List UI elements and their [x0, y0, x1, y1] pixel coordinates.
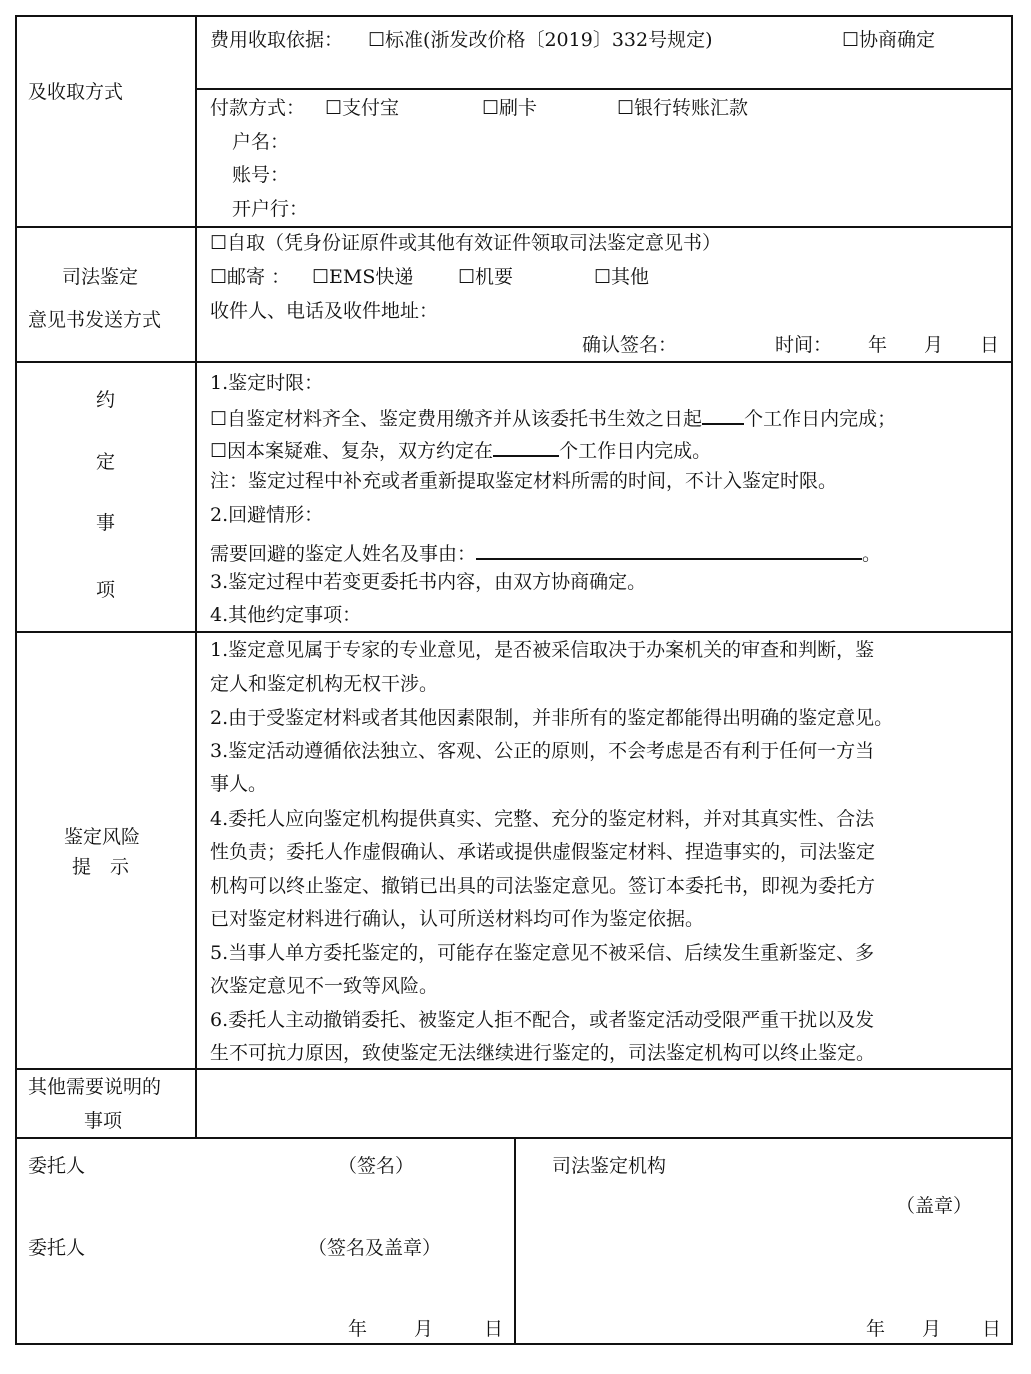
risk-line: 3.鉴定活动遵循依法独立、客观、公正的原则，不会考虑是否有利于任何一方当	[210, 740, 875, 762]
agreement-item-1: 1.鉴定时限：	[210, 372, 324, 394]
deadline-note: 注：鉴定过程中补充或者重新提取鉴定材料所需的时间，不计入鉴定时限。	[210, 470, 838, 492]
pay-card-checkbox[interactable]	[482, 99, 537, 118]
avoidance-blank[interactable]	[476, 540, 862, 560]
risk-line: 机构可以终止鉴定、撤销已出具的司法鉴定意见。签订本委托书，即视为委托方	[210, 875, 876, 897]
client-sign-hint[interactable]: （签名）	[338, 1155, 415, 1177]
deadline-days-blank-1[interactable]	[702, 405, 744, 425]
pay-bank-label: 银行转账汇款	[634, 97, 749, 119]
checkbox-icon	[594, 266, 611, 288]
deadline-option-2-suffix: 个工作日内完成。	[559, 440, 712, 462]
deadline-option-1-suffix: 个工作日内完成；	[744, 408, 897, 430]
agreement-item-3: 3.鉴定过程中若变更委托书内容，由双方协商确定。	[210, 571, 647, 593]
risk-row-bottom	[15, 1068, 1013, 1070]
other-delivery-checkbox[interactable]	[594, 268, 649, 287]
bank-name-field[interactable]: 开户行：	[232, 198, 309, 220]
checkbox-icon	[210, 440, 227, 462]
risk-line: 性负责；委托人作虚假确认、承诺或提供虚假鉴定材料、捏造事实的，司法鉴定	[210, 841, 876, 863]
delivery-year: 年	[868, 334, 888, 356]
ems-checkbox[interactable]	[312, 268, 413, 287]
deadline-days-blank-2[interactable]	[493, 437, 559, 457]
risk-line: 定人和鉴定机构无权干涉。	[210, 673, 439, 695]
institution-month: 月	[922, 1318, 942, 1340]
client-sign-seal-hint[interactable]: （签名及盖章）	[308, 1237, 442, 1259]
checkbox-icon	[210, 232, 227, 254]
deadline-option-2-text: 因本案疑难、复杂，双方约定在	[227, 440, 494, 462]
risk-line: 事人。	[210, 773, 268, 795]
fee-basis-standard-checkbox[interactable]	[368, 31, 713, 50]
delivery-month: 月	[924, 334, 944, 356]
checkbox-icon	[312, 266, 329, 288]
risk-label-line2: 提 示	[72, 856, 130, 878]
other-label-line2: 事项	[84, 1110, 123, 1132]
fee-basis-negotiated-checkbox[interactable]	[842, 31, 935, 50]
client-sign-year: 年	[348, 1318, 368, 1340]
pay-alipay-label: 支付宝	[342, 97, 400, 119]
institution-seal-hint[interactable]: （盖章）	[896, 1195, 973, 1217]
confidential-label: 机要	[475, 266, 514, 288]
mail-checkbox[interactable]	[210, 268, 290, 287]
deadline-option-1[interactable]	[210, 405, 896, 429]
institution-year: 年	[866, 1318, 886, 1340]
risk-line: 2.由于受鉴定材料或者其他因素限制，并非所有的鉴定都能得出明确的鉴定意见。	[210, 707, 894, 729]
self-pickup-checkbox[interactable]	[210, 234, 721, 253]
institution-day: 日	[982, 1318, 1002, 1340]
account-name-field[interactable]: 户名：	[232, 131, 290, 153]
fee-basis-negotiated-label: 协商确定	[859, 29, 936, 51]
fee-row-bottom	[15, 226, 1013, 228]
confidential-checkbox[interactable]	[458, 268, 513, 287]
checkbox-icon	[617, 97, 634, 119]
fee-basis-standard-label: 标准(浙发改价格〔2019〕332号规定)	[385, 29, 713, 51]
checkbox-icon	[458, 266, 475, 288]
risk-line: 5.当事人单方委托鉴定的，可能存在鉴定意见不被采信、后续发生重新鉴定、多	[210, 942, 875, 964]
account-number-field[interactable]: 账号：	[232, 164, 290, 186]
delivery-label-line1: 司法鉴定	[62, 266, 139, 288]
delivery-day: 日	[980, 334, 1000, 356]
delivery-row-bottom	[15, 361, 1013, 363]
checkbox-icon	[368, 29, 385, 51]
checkbox-icon	[210, 408, 227, 430]
checkbox-icon	[325, 97, 342, 119]
client-label-1: 委托人	[28, 1155, 86, 1177]
self-pickup-label: 自取（凭身份证原件或其他有效证件领取司法鉴定意见书）	[227, 232, 722, 254]
pay-bank-checkbox[interactable]	[617, 99, 748, 118]
other-delivery-label: 其他	[611, 266, 650, 288]
client-label-2: 委托人	[28, 1237, 86, 1259]
fee-inner-divider	[195, 88, 1013, 90]
client-sign-month: 月	[414, 1318, 434, 1340]
pay-card-label: 刷卡	[499, 97, 538, 119]
risk-line: 1.鉴定意见属于专家的专业意见，是否被采信取决于办案机关的审查和判断，鉴	[210, 639, 875, 661]
fee-basis-label: 费用收取依据：	[210, 29, 344, 51]
signature-divider	[514, 1137, 516, 1345]
other-matters-field[interactable]	[199, 1072, 1009, 1135]
deadline-option-1-text: 自鉴定材料齐全、鉴定费用缴齐并从该委托书生效之日起	[227, 408, 703, 430]
pay-alipay-checkbox[interactable]	[325, 99, 399, 118]
client-sign-day: 日	[484, 1318, 504, 1340]
risk-line: 生不可抗力原因，致使鉴定无法继续进行鉴定的，司法鉴定机构可以终止鉴定。	[210, 1042, 876, 1064]
label-column-divider	[195, 15, 197, 1139]
ems-label: EMS快递	[329, 266, 414, 288]
agreement-label-char-1: 约	[96, 389, 116, 411]
risk-line: 已对鉴定材料进行确认，认可所送材料均可作为鉴定依据。	[210, 908, 705, 930]
avoidance-label: 需要回避的鉴定人姓名及事由：	[210, 543, 477, 565]
institution-label: 司法鉴定机构	[552, 1155, 667, 1177]
risk-line: 6.委托人主动撤销委托、被鉴定人拒不配合，或者鉴定活动受限严重干扰以及发	[210, 1009, 875, 1031]
confirm-sign-label: 确认签名：	[582, 334, 678, 356]
agreement-item-2: 2.回避情形：	[210, 504, 324, 526]
mail-label: 邮寄 ：	[227, 266, 291, 288]
agreement-item-4: 4.其他约定事项：	[210, 604, 362, 626]
checkbox-icon	[210, 266, 227, 288]
agreement-label-char-3: 事	[96, 512, 116, 534]
avoidance-end: 。	[862, 543, 882, 565]
risk-line: 4.委托人应向鉴定机构提供真实、完整、充分的鉴定材料，并对其真实性、合法	[210, 808, 875, 830]
risk-line: 次鉴定意见不一致等风险。	[210, 975, 439, 997]
fee-row-label: 及收取方式	[28, 81, 124, 103]
time-label: 时间：	[775, 334, 833, 356]
checkbox-icon	[482, 97, 499, 119]
agreement-label-char-4: 项	[96, 579, 116, 601]
deadline-option-2[interactable]	[210, 437, 711, 461]
agreement-row-bottom	[15, 631, 1013, 633]
recipient-field[interactable]: 收件人、电话及收件地址：	[210, 300, 439, 322]
checkbox-icon	[842, 29, 859, 51]
other-label-line1: 其他需要说明的	[28, 1076, 162, 1098]
risk-label-line1: 鉴定风险	[64, 826, 141, 848]
avoidance-line	[210, 540, 881, 564]
agreement-label-char-2: 定	[96, 451, 116, 473]
delivery-label-line2: 意见书发送方式	[28, 309, 162, 331]
payment-method-label: 付款方式：	[210, 97, 306, 119]
